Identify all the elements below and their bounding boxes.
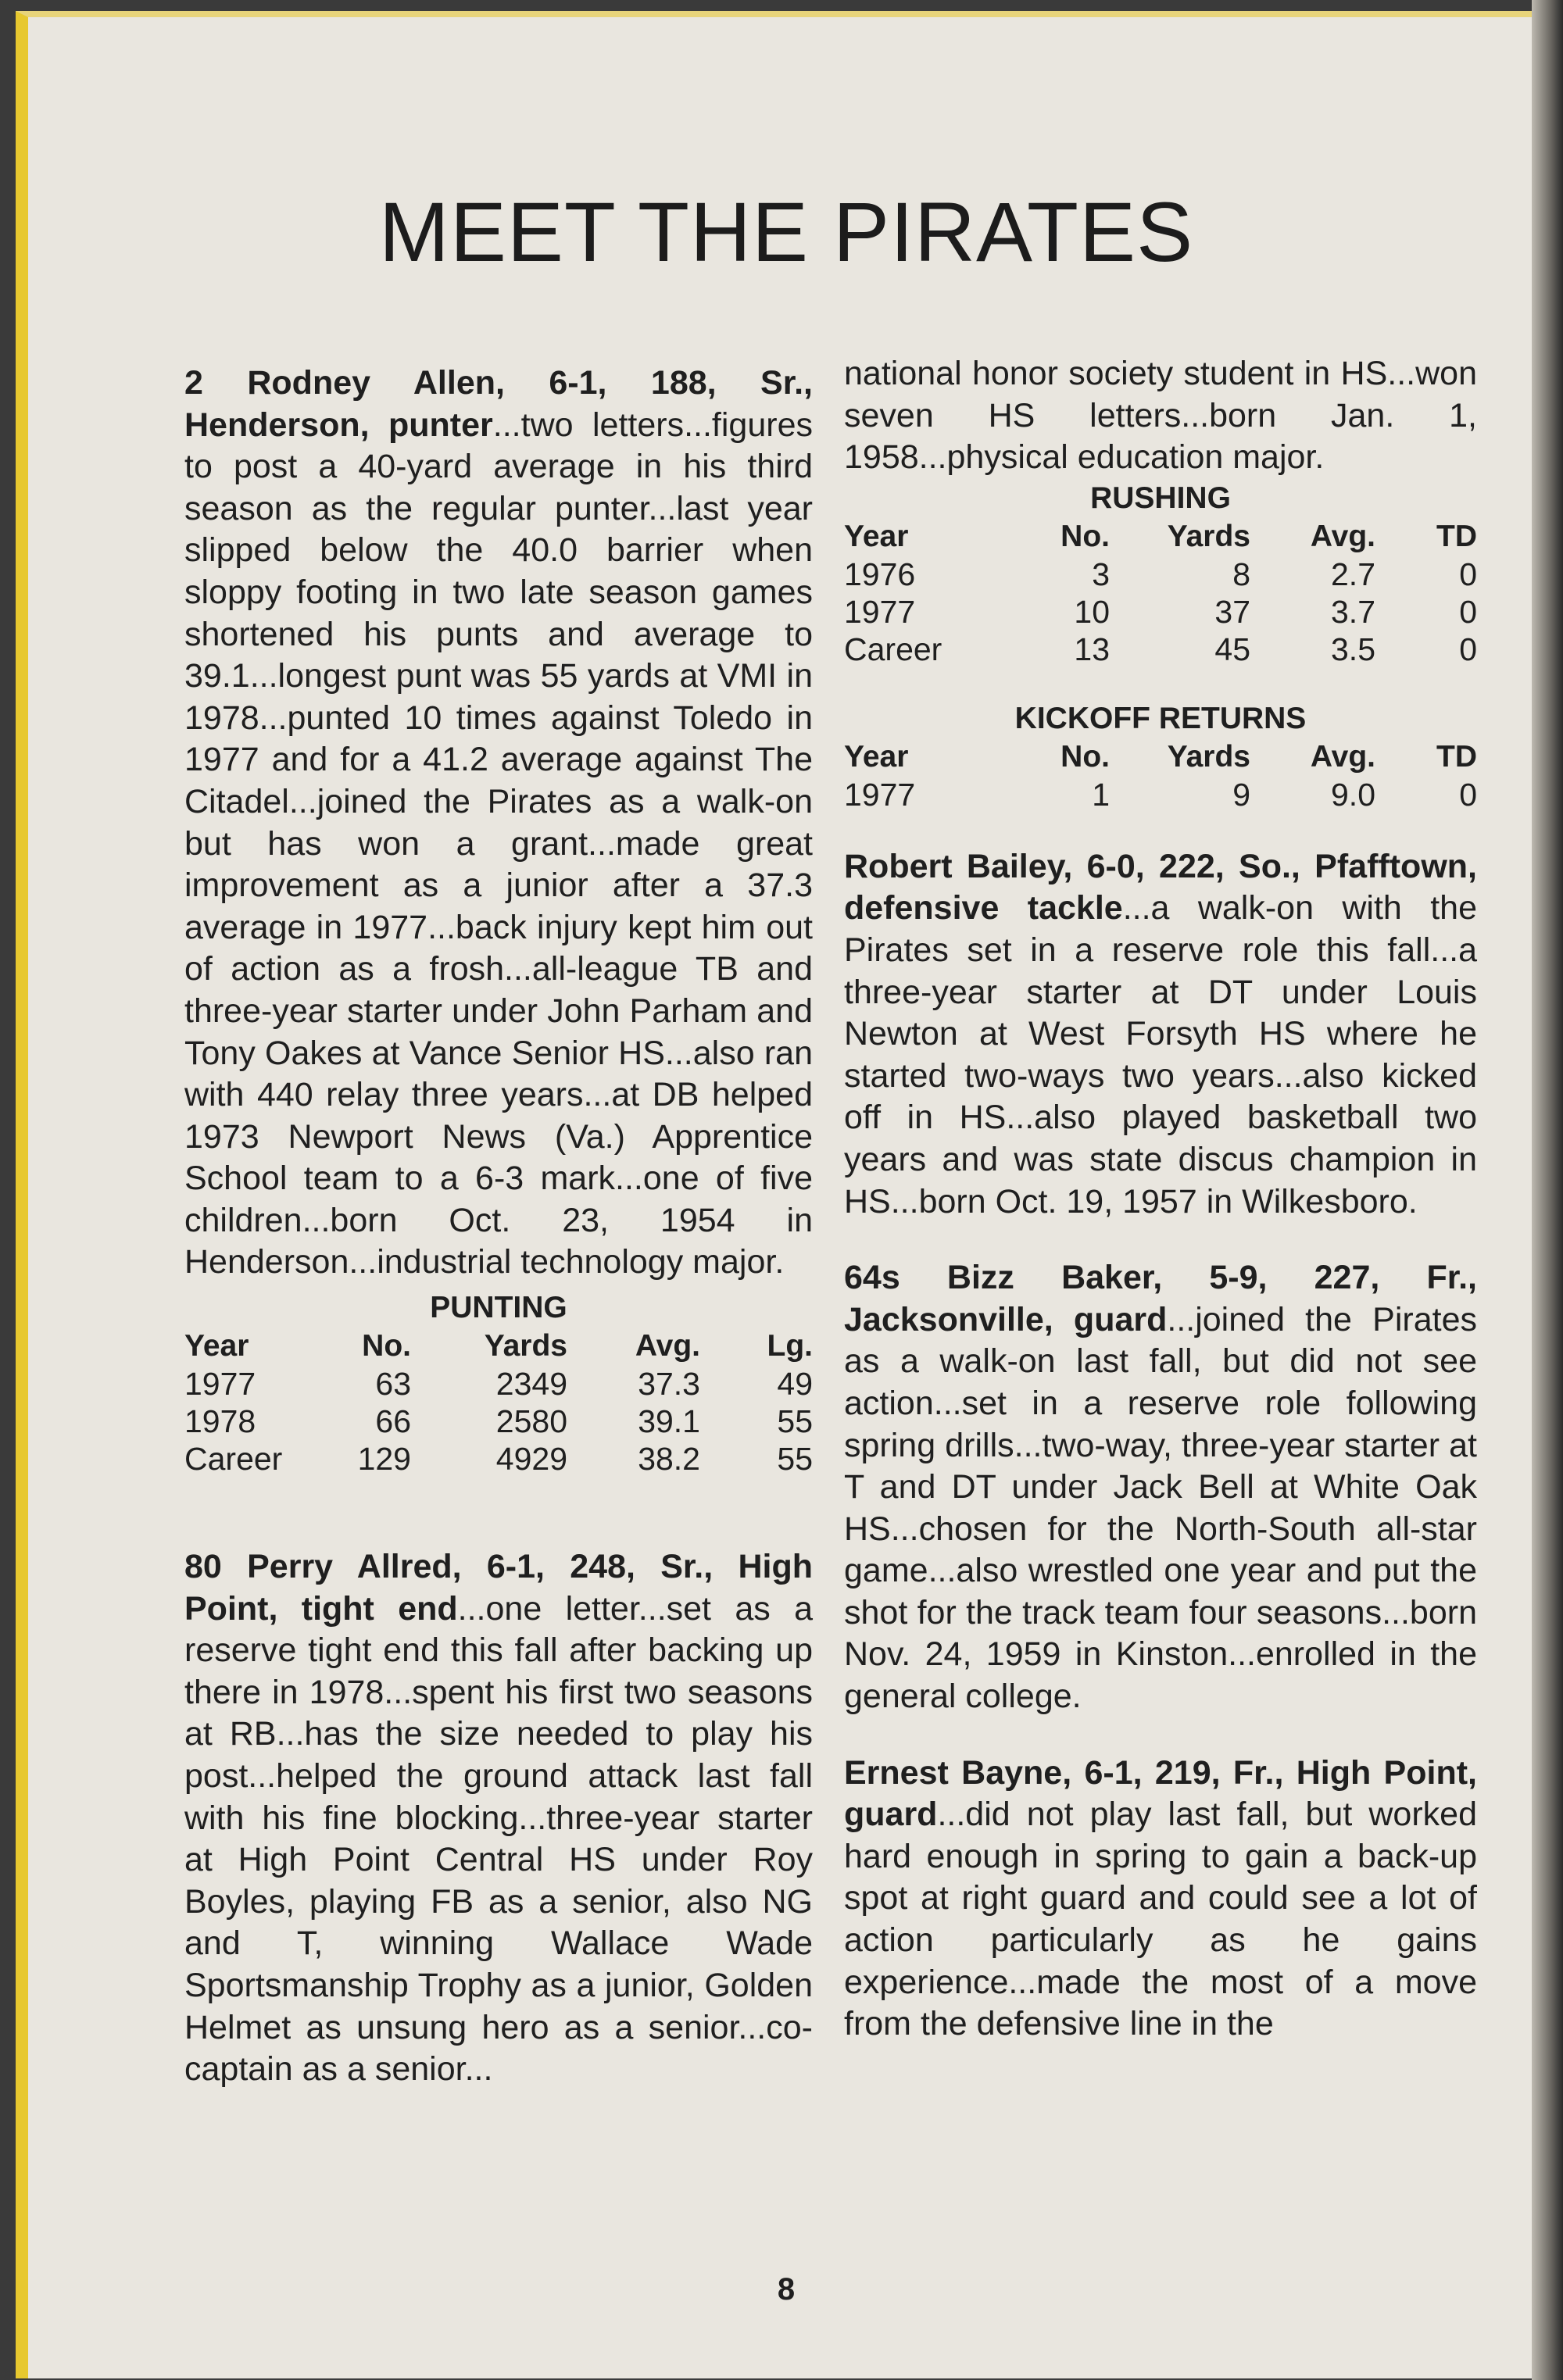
table-cell: 0 bbox=[1459, 593, 1477, 630]
bio-body: ...did not play last fall, but worked hard enough in spring to gain a back-up spot at right guard and could see a lot of action particularly as he gains experience...made the most of a move from the defensive line in the bbox=[844, 1796, 1477, 2043]
table-row bbox=[844, 556, 1477, 593]
table-cell: Career bbox=[844, 631, 942, 667]
col-header: Yards bbox=[1167, 519, 1250, 553]
table-cell: 8 bbox=[1232, 556, 1250, 592]
table-row bbox=[184, 1403, 813, 1440]
bio-header: 80 Perry Allred, 6-1, 248, Sr., High Point, tight end bbox=[184, 1548, 813, 1628]
bio-header: 2 Rodney Allen, 6-1, 188, Sr., Henderson, punter bbox=[184, 364, 813, 444]
table-cell: 45 bbox=[1214, 631, 1250, 667]
bio-ernest-bayne bbox=[844, 1753, 1477, 2046]
bio-body: ...one letter...set as a reserve tight end this fall after backing up there in 1978...spent his first two seasons at RB...has the size needed to play his post...helped the ground attack last fall with his fine blocking...three-year starter at High Point Central HS under Roy Boyles, playing FB as a senior, also NG and T, winning Wallace Wade Sportsmanship Trophy as a junior, Golden Helmet as unsung hero as a senior...co-captain as a senior... bbox=[184, 1589, 813, 2089]
bio-body: ...joined the Pirates as a walk-on last fall, but did not see action...set in a reserve role following spring drills...two-way, three-year starter at T and DT under Jack Bell at White Oak HS...chosen for the North-South all-star game...also wrestled one year and put the shot for the track team four seasons...born Nov. 24, 1959 in Kinston...enrolled in the general college. bbox=[844, 1300, 1477, 1716]
table-cell: 0 bbox=[1459, 631, 1477, 667]
table-cell: 66 bbox=[375, 1403, 411, 1440]
table-cell: 37 bbox=[1214, 593, 1250, 630]
table-cell: 13 bbox=[1074, 631, 1110, 667]
bio-robert-bailey bbox=[844, 846, 1477, 1223]
col-header: Avg. bbox=[1310, 519, 1375, 553]
table-cell: 9.0 bbox=[1331, 776, 1375, 813]
table-cell: 129 bbox=[357, 1441, 411, 1478]
punting-table bbox=[184, 1328, 813, 1478]
table-cell: 39.1 bbox=[638, 1403, 700, 1440]
table-cell: 0 bbox=[1459, 776, 1477, 813]
col-header: Lg. bbox=[767, 1329, 813, 1363]
table-cell: 4929 bbox=[495, 1441, 567, 1478]
table-cell: 3.5 bbox=[1331, 631, 1375, 667]
table-cell: 2580 bbox=[495, 1403, 567, 1440]
table-cell: 55 bbox=[777, 1403, 813, 1440]
table-cell: 1977 bbox=[844, 593, 916, 630]
table-cell: 0 bbox=[1459, 556, 1477, 592]
table-cell: 1976 bbox=[844, 556, 916, 592]
stats-title: KICKOFF RETURNS bbox=[1014, 701, 1307, 735]
col-header: No. bbox=[1060, 519, 1110, 553]
table-cell: 10 bbox=[1074, 593, 1110, 630]
col-header: Year bbox=[844, 519, 909, 553]
kickoff-returns-stats bbox=[844, 699, 1477, 813]
rushing-table bbox=[844, 518, 1477, 668]
col-header: Year bbox=[844, 739, 909, 774]
bio-header: Ernest Bayne, 6-1, 219, Fr., High Point, guard bbox=[844, 1753, 1477, 1834]
table-cell: 2.7 bbox=[1331, 556, 1375, 592]
table-cell: 1977 bbox=[844, 776, 916, 813]
table-header-row bbox=[844, 738, 1477, 776]
rushing-stats bbox=[844, 479, 1477, 668]
col-header: No. bbox=[362, 1329, 411, 1363]
table-cell: 1978 bbox=[184, 1403, 256, 1440]
col-header: TD bbox=[1436, 739, 1477, 774]
table-cell: 3 bbox=[1092, 556, 1110, 592]
table-row bbox=[844, 631, 1477, 668]
table-cell: 2349 bbox=[495, 1366, 567, 1403]
table-row bbox=[844, 593, 1477, 631]
table-cell: 9 bbox=[1232, 776, 1250, 813]
bio-body: ...a walk-on with the Pirates set in a reserve role this fall...a three-year starter at DT under Louis Newton at West Forsyth HS where he started two-ways two years...also kicked off in HS...also played basketball two years and was state discus champion in HS...born Oct. 19, 1957 in Wilkesboro. bbox=[844, 889, 1477, 1220]
bio-header: Robert Bailey, 6-0, 222, So., Pfafftown, defensive tackle bbox=[844, 847, 1477, 927]
table-cell: 3.7 bbox=[1331, 593, 1375, 630]
bio-rodney-allen bbox=[184, 363, 813, 1284]
bio-body: ...two letters...figures to post a 40-yard average in his third season as the regular punter...last year slipped below the 40.0 barrier when sloppy footing in two late season games shortened his punts and average to 39.1...longest punt was 55 yards at VMI in 1978...punted 10 times against Toledo in 1977 and for a 41.2 average against The Citadel...joined the Pirates as a walk-on but has won a grant...made great improvement as a junior after a 37.3 average in 1977...back injury kept him out of action as a frosh...all-league TB and three-year starter under John Parham and Tony Oakes at Vance Senior HS...also ran with 440 relay three years...at DB helped 1973 Newport News (Va.) Apprentice School team to a 6-3 mark...one of five children...born Oct. 23, 1954 in Henderson...industrial technology major. bbox=[184, 406, 813, 1281]
bio-continuation: national honor society student in HS...won seven HS letters...born Jan. 1, 1958...physical education major. bbox=[844, 355, 1477, 477]
table-header-row bbox=[844, 518, 1477, 556]
page-title: MEET THE PIRATES bbox=[378, 184, 1194, 279]
book-page bbox=[16, 11, 1532, 2378]
table-header-row bbox=[184, 1328, 813, 1365]
bio-header: 64s Bizz Baker, 5-9, 227, Fr., Jacksonville, guard bbox=[844, 1259, 1477, 1338]
kickoff-table bbox=[844, 738, 1477, 813]
col-header: Yards bbox=[1167, 739, 1250, 774]
table-row bbox=[184, 1440, 813, 1478]
right-column bbox=[844, 353, 1477, 2046]
page-number: 8 bbox=[777, 2272, 796, 2307]
col-header: TD bbox=[1436, 519, 1477, 553]
bio-bizz-baker bbox=[844, 1257, 1477, 1718]
table-cell: 49 bbox=[777, 1366, 813, 1403]
table-cell: 38.2 bbox=[638, 1441, 700, 1478]
bio-perry-allred bbox=[184, 1546, 813, 2091]
table-cell: 37.3 bbox=[638, 1366, 700, 1403]
table-row bbox=[184, 1365, 813, 1403]
stats-title: PUNTING bbox=[430, 1291, 567, 1325]
col-header: No. bbox=[1060, 739, 1110, 774]
table-cell: Career bbox=[184, 1441, 283, 1478]
col-header: Year bbox=[184, 1329, 249, 1363]
col-header: Avg. bbox=[1310, 739, 1375, 774]
table-cell: 1 bbox=[1092, 776, 1110, 813]
col-header: Yards bbox=[484, 1329, 567, 1363]
book-spine bbox=[1532, 0, 1563, 2380]
table-cell: 1977 bbox=[184, 1366, 256, 1403]
table-row bbox=[844, 776, 1477, 813]
table-cell: 55 bbox=[777, 1441, 813, 1478]
col-header: Avg. bbox=[635, 1329, 700, 1363]
left-column bbox=[184, 363, 813, 2091]
punting-stats bbox=[184, 1288, 813, 1478]
table-cell: 63 bbox=[375, 1366, 411, 1403]
stats-title: RUSHING bbox=[1090, 481, 1231, 515]
